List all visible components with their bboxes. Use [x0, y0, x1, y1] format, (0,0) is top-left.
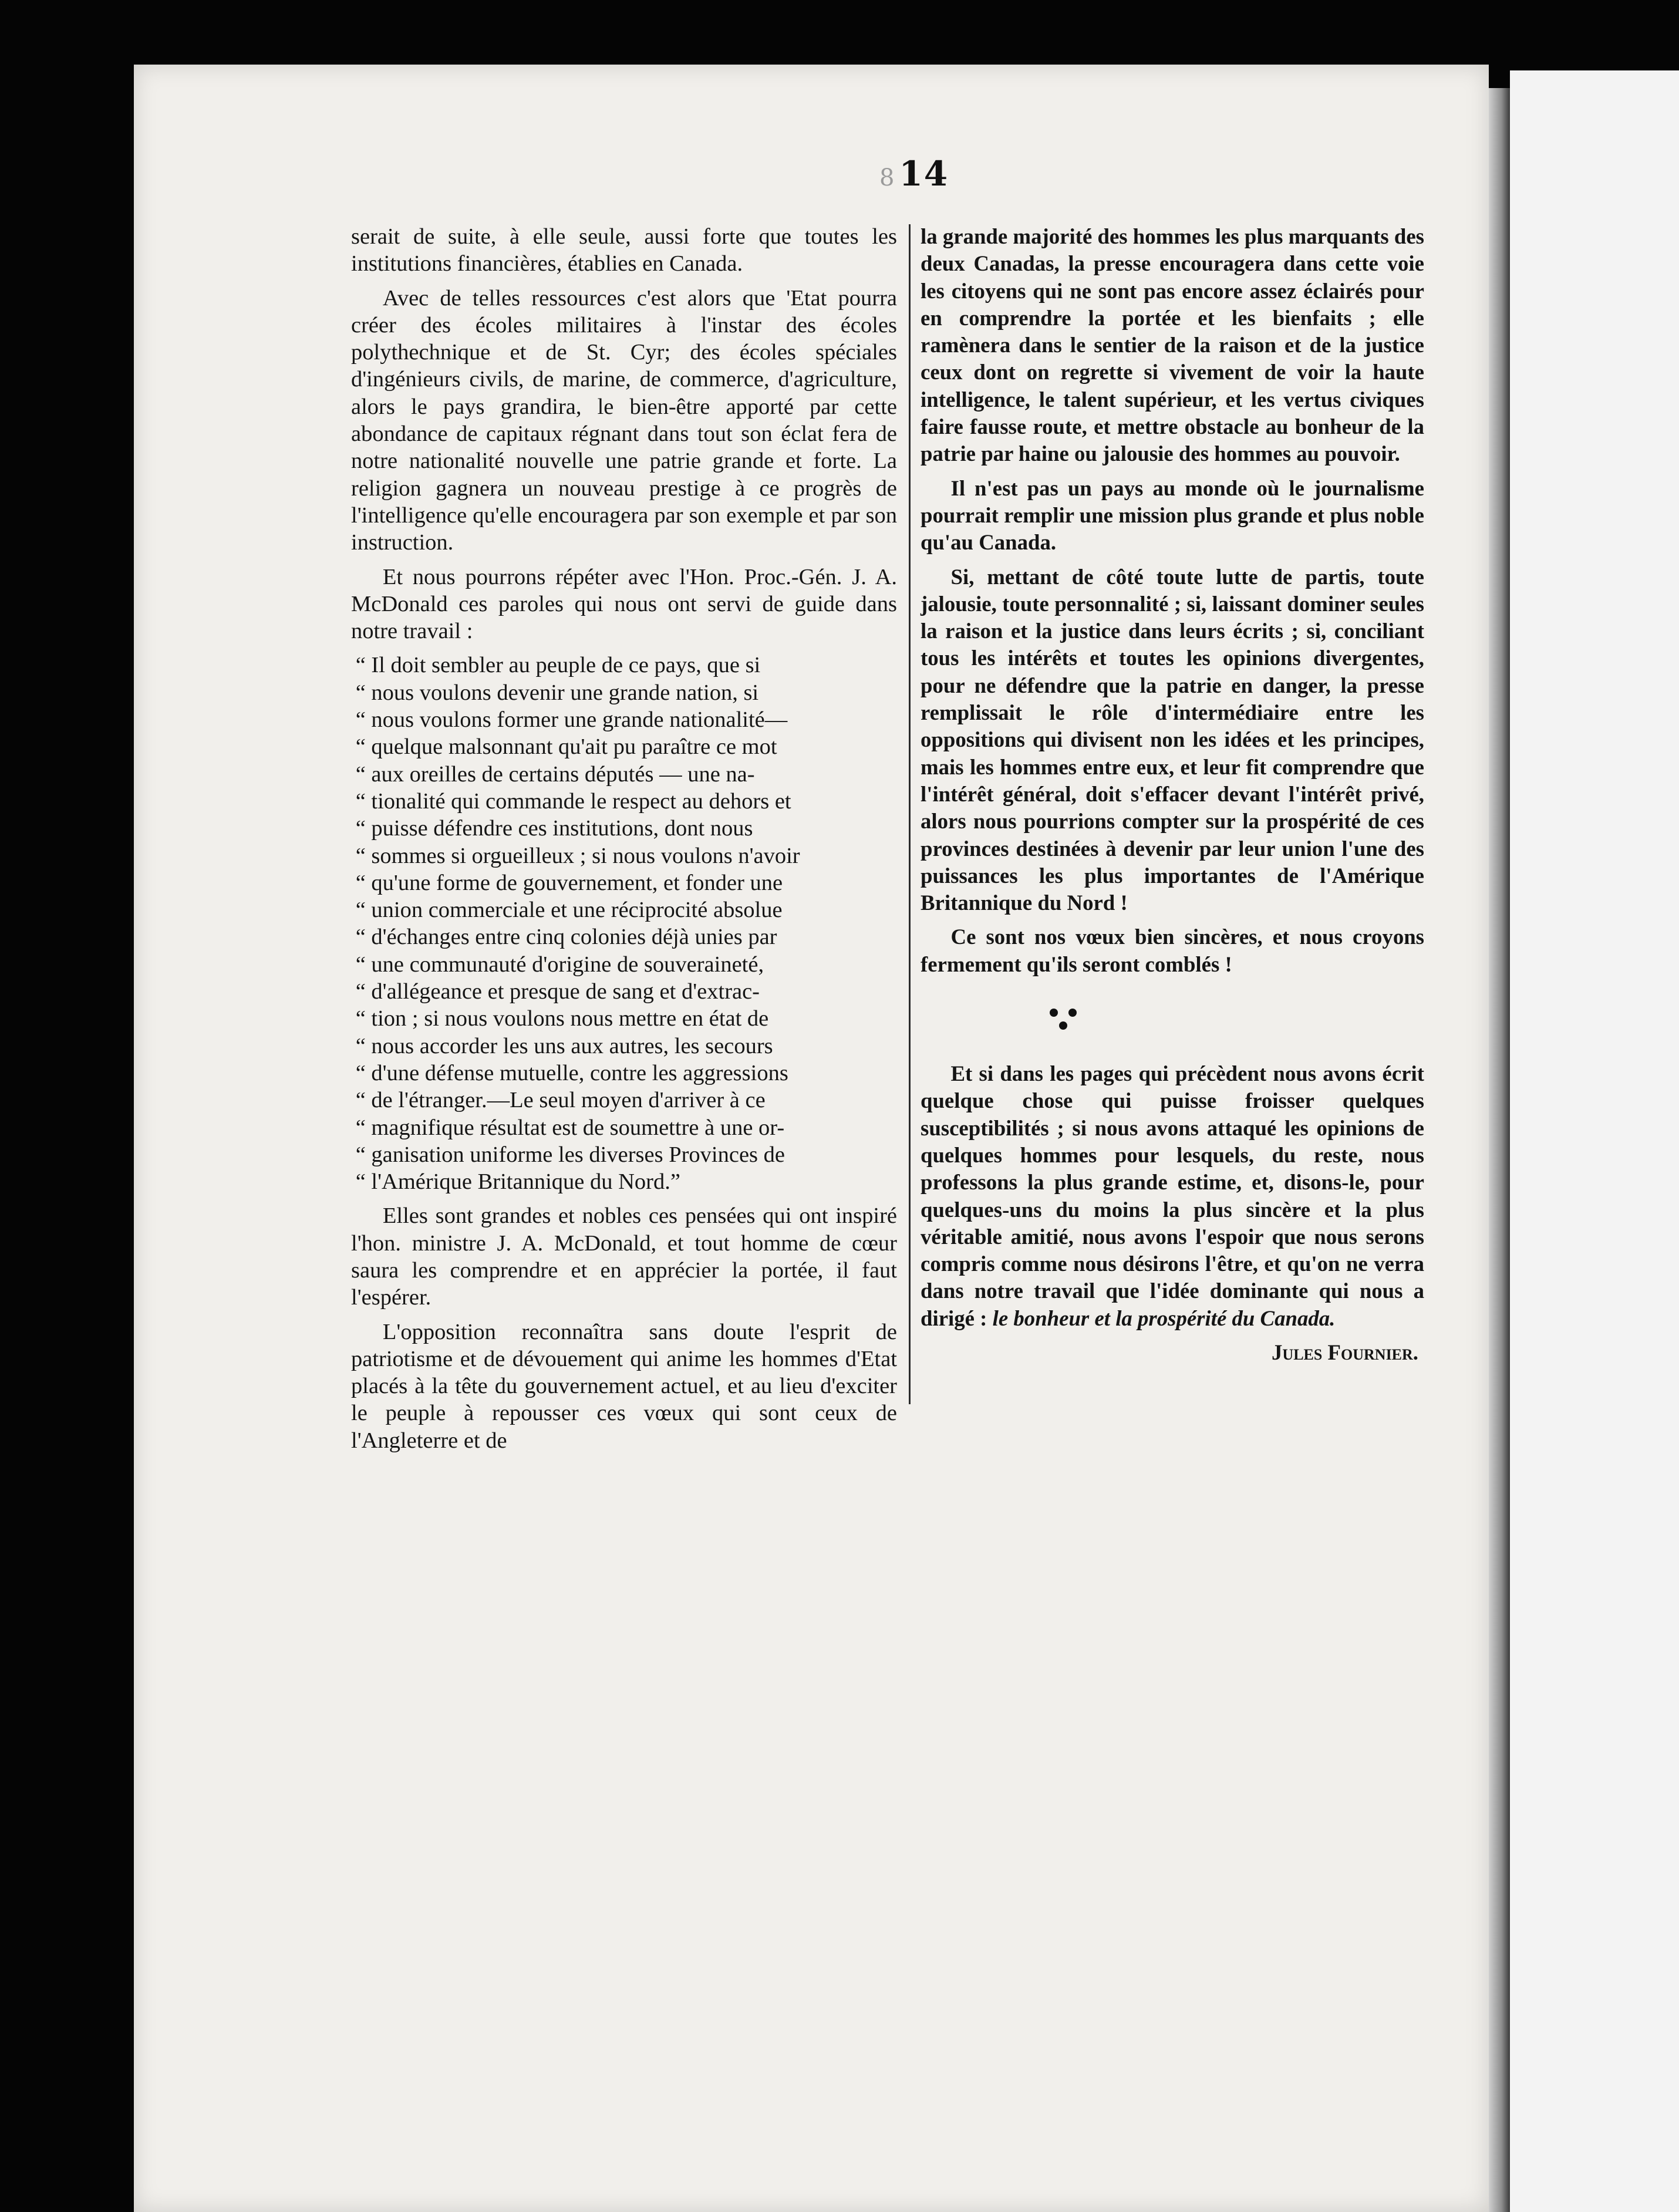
page-number	[879, 154, 949, 194]
paragraph: Et nous pourrons répéter avec l'Hon. Proc.-Gén. J. A. McDonald ces paroles qui nous ont servi de guide dans notre travail :	[351, 564, 897, 644]
author-signature: Jules Fournier.	[1272, 1340, 1418, 1364]
right-column	[921, 223, 1424, 1366]
paragraph: la grande majorité des hommes les plus marquants des deux Canadas, la presse encouragera dans cette voie les citoyens qui ne sont pas encore assez éclairés pour en comprendre la portée et les bienfaits ; elle ramènera dans le sentier de la raison et de la justice ceux dont on regrette si vivement de voir la haute intelligence, le talent supérieur, et les vertus civiques faire fausse route, et mettre obstacle au bonheur de la patrie par haine ou jalousie des hommes au pouvoir.	[921, 224, 1424, 466]
quotation: “ Il doit sembler au peuple de ce pays, que si “ nous voulons devenir une grande nation, si “ nous voulons former une grande nationalité— “ quelque malsonnant qu'ait pu paraître ce mot “ aux oreilles de certains députés — une na- “ tionalité qui commande le respect au dehors et “ puisse défendre ces institutions, dont nous “ sommes si orgueilleux ; si nous voulons n'avoir “ qu'une forme de gouvernement, et fonder une “ union commerciale et une réciprocité absolue “ d'échanges entre cinq colonies déjà unies par “ une communauté d'origine de souveraineté, “ d'allégeance et presque de sang et d'extrac- “ tion ; si nous voulons nous mettre en état de “ nous accorder les uns aux autres, les secours “ d'une défense mutuelle, contre les aggressions “ de l'étranger.—Le seul moyen d'arriver à ce “ magnifique résultat est de soumettre à une or- “ ganisation uniforme les diverses Provinces de “ l'Amérique Britannique du Nord.”	[355, 653, 800, 1195]
ornament-dot	[1059, 1021, 1067, 1030]
closing-text: Et si dans les pages qui précèdent nous avons écrit quelque chose qui puisse froisser quelques susceptibilités ; si nous avons attaqué les opinions de quelques hommes pour lesquels, du reste, nous professons la plus grande estime, et, disons-le, pour quelques-uns du moins la plus sincère et la plus véritable amitié, nous avons l'espoir que nous serons compris comme nous désirons l'être, et qu'on ne verra dans notre travail que l'idée dominante qui nous a dirigé :	[921, 1061, 1424, 1330]
ornament-dots	[921, 985, 1424, 1056]
page-number-ghost: 8	[879, 164, 896, 191]
paragraph: Ce sont nos vœux bien sincères, et nous croyons fermement qu'ils seront comblés !	[921, 925, 1424, 976]
paragraph: serait de suite, à elle seule, aussi forte que toutes les institutions financières, établies en Canada.	[351, 224, 897, 276]
paragraph: Avec de telles ressources c'est alors que 'Etat pourra créer des écoles militaires à l'instar des écoles polythechnique et de St. Cyr; des écoles spéciales d'ingénieurs civils, de marine, de commerce, d'agriculture, alors le pays grandira, le bien-être apporté par cette abondance de capitaux régnant dans tout son éclat fera de notre nationalité nouvelle une patrie grande et forte. La religion gagnera un nouveau prestige à ce progrès de l'intelligence qu'elle encouragera par son exemple et par son instruction.	[351, 285, 897, 555]
ornament-dot	[1068, 1009, 1077, 1017]
bleed-through-text	[329, 1432, 1444, 2137]
page-number-value: 14	[899, 154, 949, 194]
paragraph: L'opposition reconnaîtra sans doute l'esprit de patriotisme et de dévouement qui anime les hommes d'Etat placés à la tête du gouvernement actuel, et au lieu d'exciter le peuple à repousser ces vœux qui sont ceux de l'Angleterre et de	[351, 1319, 897, 1453]
ornament-dot	[1050, 1009, 1058, 1017]
column-divider	[909, 224, 911, 1404]
paragraph: Elles sont grandes et nobles ces pensées qui ont inspiré l'hon. ministre J. A. McDonald, et tout homme de cœur saura les comprendre et en apprécier la portée, il faut l'espérer.	[351, 1203, 897, 1310]
page-fold-shadow	[1489, 88, 1510, 2212]
left-column	[351, 223, 897, 1461]
closing-italic: le bonheur et la prospérité du Canada.	[992, 1306, 1336, 1330]
next-page-edge	[1510, 70, 1679, 2212]
paragraph: Il n'est pas un pays au monde où le journalisme pourrait remplir une mission plus grande et plus noble qu'au Canada.	[921, 476, 1424, 555]
closing-paragraph	[921, 1060, 1424, 1332]
paragraph: Si, mettant de côté toute lutte de partis, toute jalousie, toute personnalité ; si, laissant dominer seules la raison et la justice dans leurs écrits ; si, conciliant tous les intérêts et toutes les opinions divergentes, pour ne défendre que la patrie en danger, la presse remplissait le rôle d'intermédiaire entre les oppositions qui divisent non les idées et les principes, mais les hommes entre eux, et leur fit comprendre que l'intérêt général, doit s'effacer devant l'intérêt privé, alors nous pourrions compter sur la prospérité de ces provinces destinées à devenir par leur union l'une des puissances les plus importantes de l'Amérique Britannique du Nord !	[921, 564, 1424, 915]
